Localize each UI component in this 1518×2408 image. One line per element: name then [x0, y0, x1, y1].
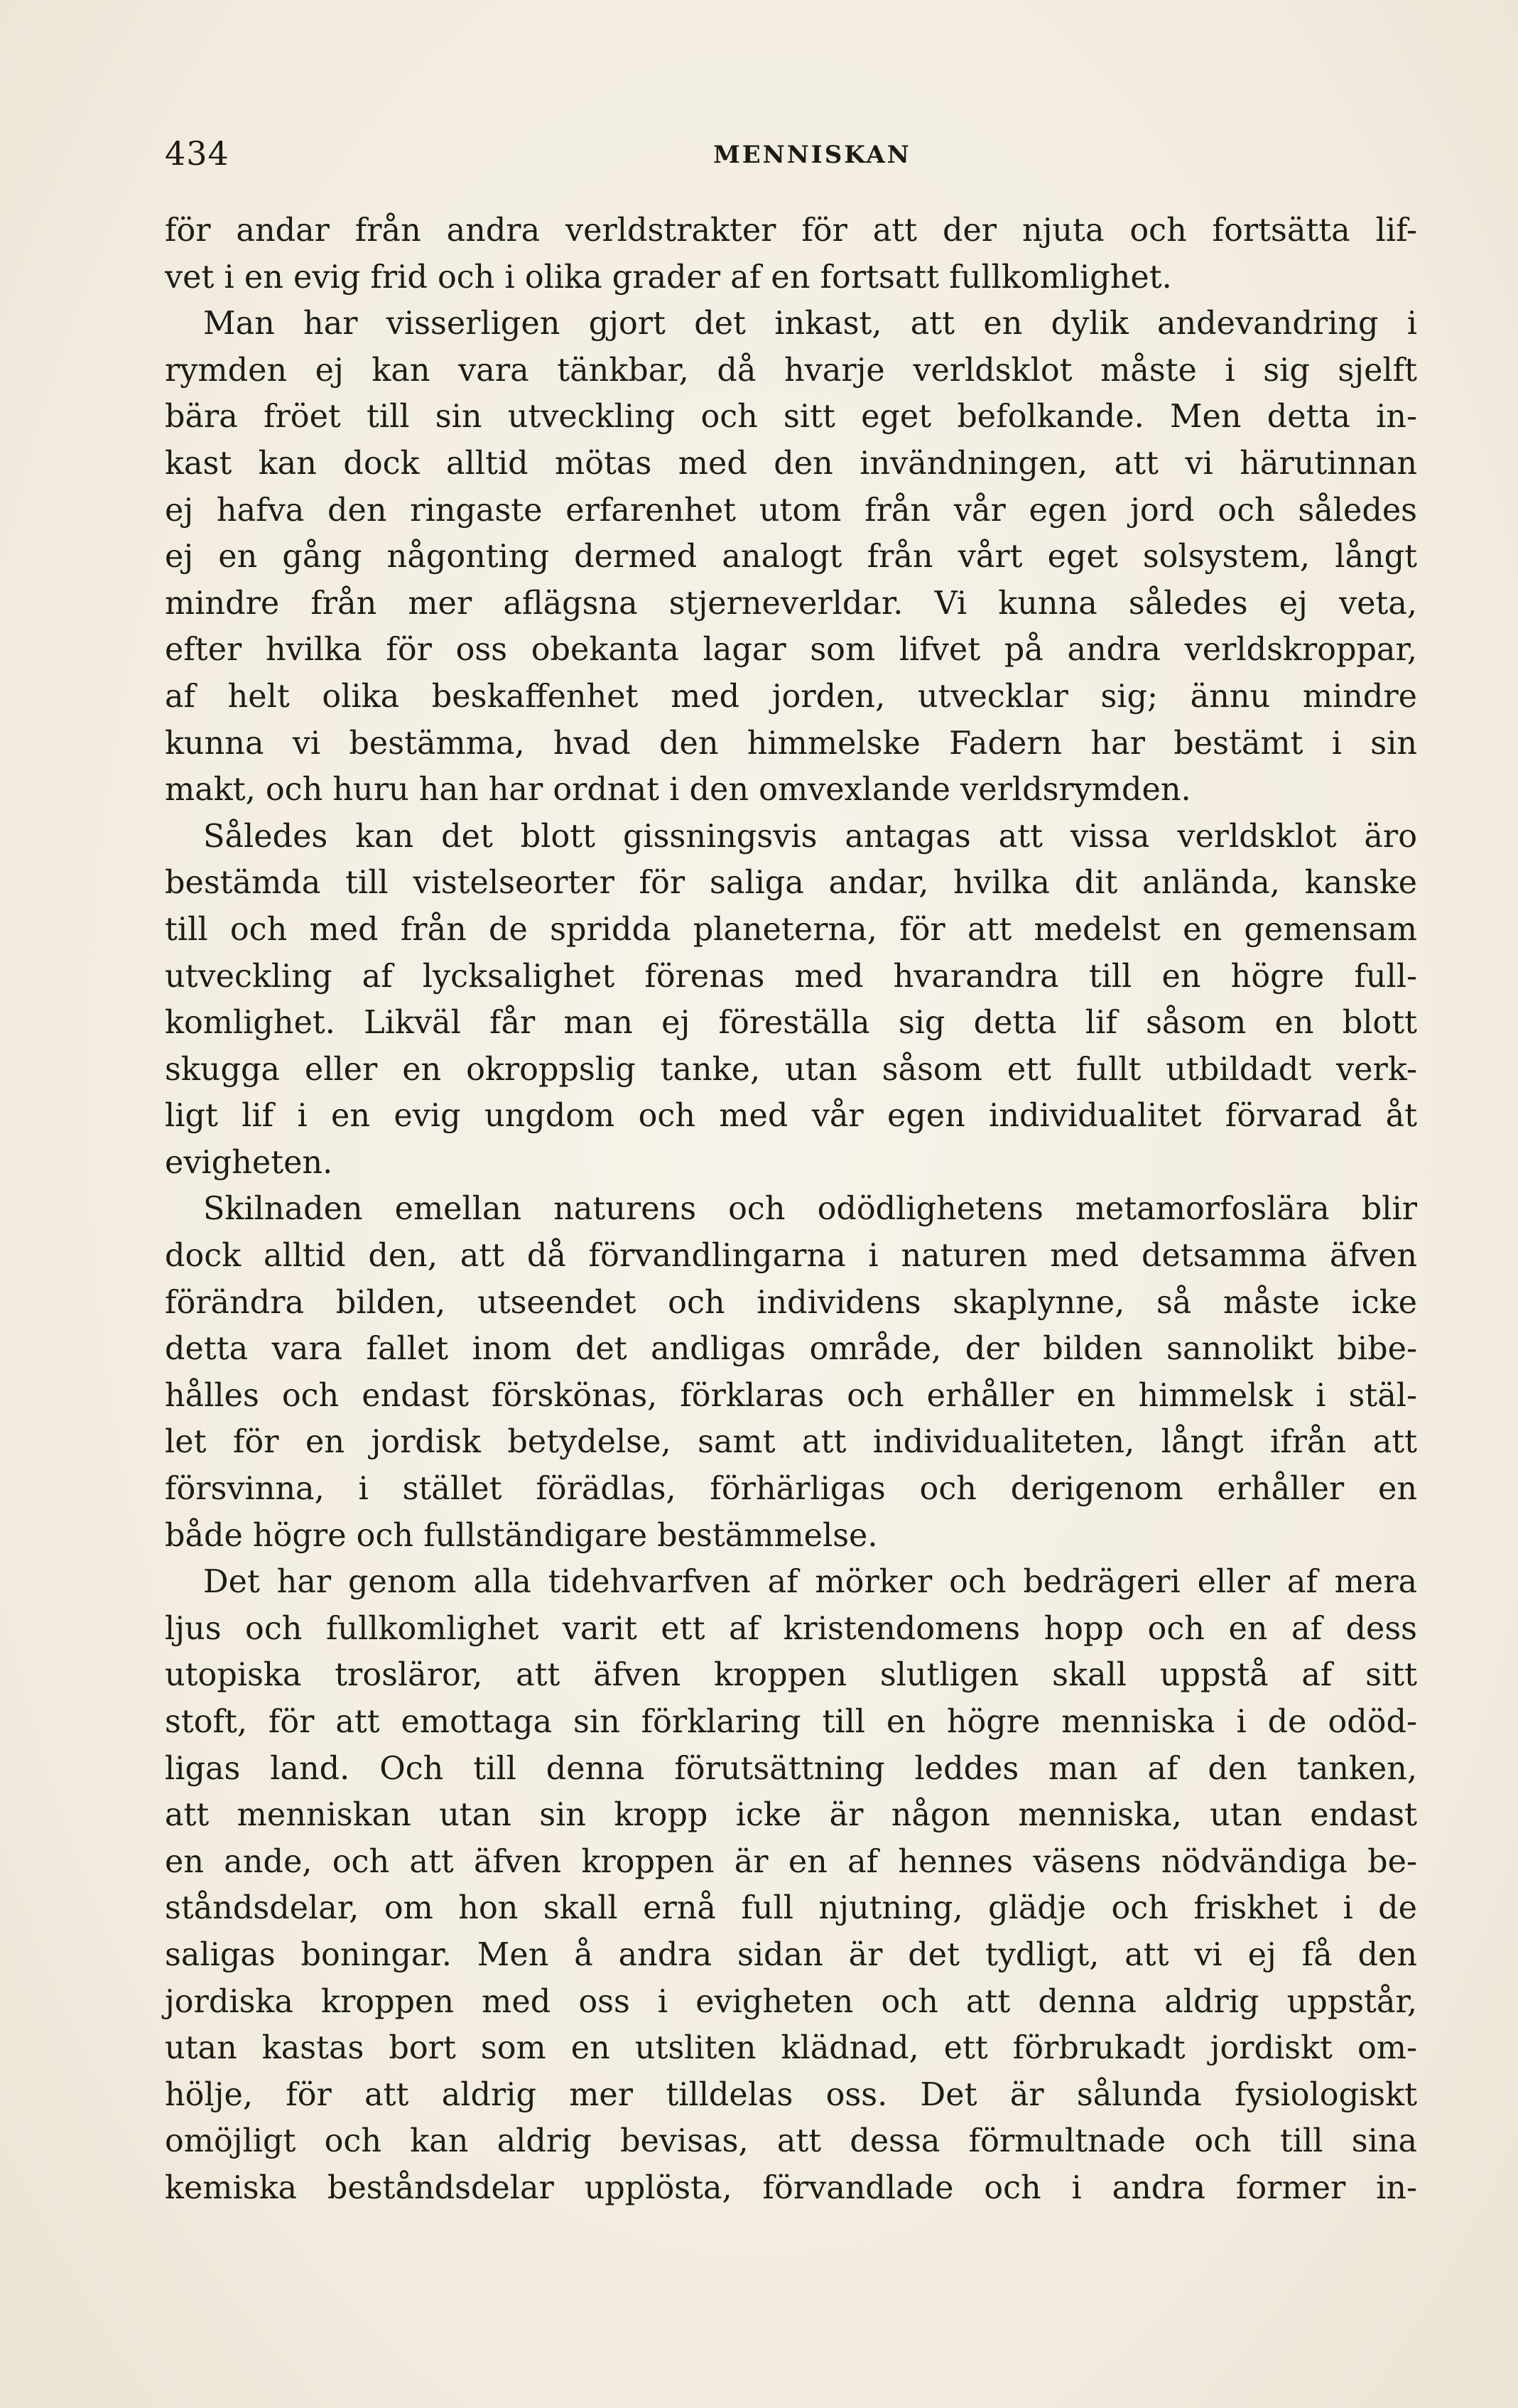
text-line: dock alltid den, att då förvandlingarna i naturen med detsamma äfven [165, 1238, 1417, 1275]
text-line: vet i en evig frid och i olika grader af en fortsatt fullkomlighet. [165, 259, 1172, 296]
text-line: ståndsdelar, om hon skall ernå full njutning, glädje och friskhet i de [165, 1890, 1417, 1927]
page-number: 434 [165, 134, 229, 173]
text-line: ligas land. Och till denna förutsättning leddes man af den tanken, [165, 1750, 1417, 1787]
text-line: komlighet. Likväl får man ej föreställa sig detta lif såsom en blott [165, 1005, 1417, 1042]
text-line: utan kastas bort som en utsliten klädnad, ett förbrukadt jordiskt om- [165, 2030, 1417, 2067]
text-line: Det har genom alla tidehvarfven af mörker och bedrägeri eller af mera [203, 1564, 1417, 1601]
text-line: skugga eller en okroppslig tanke, utan såsom ett fullt utbildadt verk- [165, 1051, 1417, 1088]
running-head [165, 132, 1417, 175]
text-line: ej hafva den ringaste erfarenhet utom från vår egen jord och således [165, 492, 1417, 529]
text-line: stoft, för att emottaga sin förklaring till en högre menniska i de odöd- [165, 1704, 1417, 1740]
text-line: för andar från andra verldstrakter för att der njuta och fortsätta lif- [165, 212, 1417, 249]
text-line: förändra bilden, utseendet och individens skaplynne, så måste icke [165, 1284, 1417, 1321]
text-line: till och med från de spridda planeterna, för att medelst en gemensam [165, 911, 1417, 948]
text-line: ej en gång någonting dermed analogt från vårt eget solsystem, långt [165, 539, 1417, 576]
body-text [165, 207, 1417, 2212]
text-line: ljus och fullkomlighet varit ett af kristendomens hopp och en af dess [165, 1610, 1417, 1647]
text-line: kemiska beståndsdelar upplösta, förvandlade och i andra former in- [165, 2169, 1417, 2206]
text-line: mindre från mer aflägsna stjerneverldar. Vi kunna således ej veta, [165, 585, 1417, 622]
text-line: Således kan det blott gissningsvis antagas att vissa verldsklot äro [203, 818, 1417, 855]
text-line: bestämda till vistelseorter för saliga andar, hvilka dit anlända, kanske [165, 865, 1417, 902]
text-line: rymden ej kan vara tänkbar, då hvarje verldsklot måste i sig sjelft [165, 352, 1417, 389]
text-line: af helt olika beskaffenhet med jorden, utvecklar sig; ännu mindre [165, 678, 1417, 715]
text-line: jordiska kroppen med oss i evigheten och att denna aldrig uppstår, [165, 1983, 1417, 2020]
text-line: kunna vi bestämma, hvad den himmelske Fadern har bestämt i sin [165, 725, 1417, 762]
text-line: saligas boningar. Men å andra sidan är det tydligt, att vi ej få den [165, 1936, 1417, 1973]
text-line: detta vara fallet inom det andligas område, der bilden sannolikt bibe- [165, 1331, 1417, 1368]
running-title: MENNISKAN [713, 141, 911, 169]
text-line: försvinna, i stället förädlas, förhärligas och derigenom erhåller en [165, 1471, 1417, 1508]
text-line: efter hvilka för oss obekanta lagar som lifvet på andra verldskroppar, [165, 632, 1417, 669]
text-line: en ande, och att äfven kroppen är en af hennes väsens nödvändiga be- [165, 1843, 1417, 1880]
text-line: att menniskan utan sin kropp icke är någon menniska, utan endast [165, 1797, 1417, 1834]
text-line: ligt lif i en evig ungdom och med vår egen individualitet förvarad åt [165, 1098, 1417, 1135]
text-line: hålles och endast förskönas, förklaras och erhåller en himmelsk i stäl- [165, 1377, 1417, 1414]
text-line: makt, och huru han har ordnat i den omvexlande verldsrymden. [165, 772, 1191, 809]
text-line: utopiska trosläror, att äfven kroppen slutligen skall uppstå af sitt [165, 1657, 1417, 1694]
text-line: Man har visserligen gjort det inkast, att en dylik andevandring i [203, 306, 1417, 342]
text-line: evigheten. [165, 1144, 333, 1181]
text-line: bära fröet till sin utveckling och sitt eget befolkande. Men detta in- [165, 399, 1417, 436]
text-line: både högre och fullständigare bestämmelse. [165, 1517, 878, 1554]
text-line: utveckling af lycksalighet förenas med hvarandra till en högre full- [165, 958, 1417, 995]
text-line: kast kan dock alltid mötas med den invändningen, att vi härutinnan [165, 445, 1417, 482]
text-line: Skilnaden emellan naturens och odödlighetens metamorfoslära blir [203, 1191, 1417, 1228]
text-line: let för en jordisk betydelse, samt att individualiteten, långt ifrån att [165, 1424, 1417, 1461]
text-line: hölje, för att aldrig mer tilldelas oss. Det är sålunda fysiologiskt [165, 2076, 1417, 2113]
text-line: omöjligt och kan aldrig bevisas, att dessa förmultnade och till sina [165, 2123, 1417, 2160]
